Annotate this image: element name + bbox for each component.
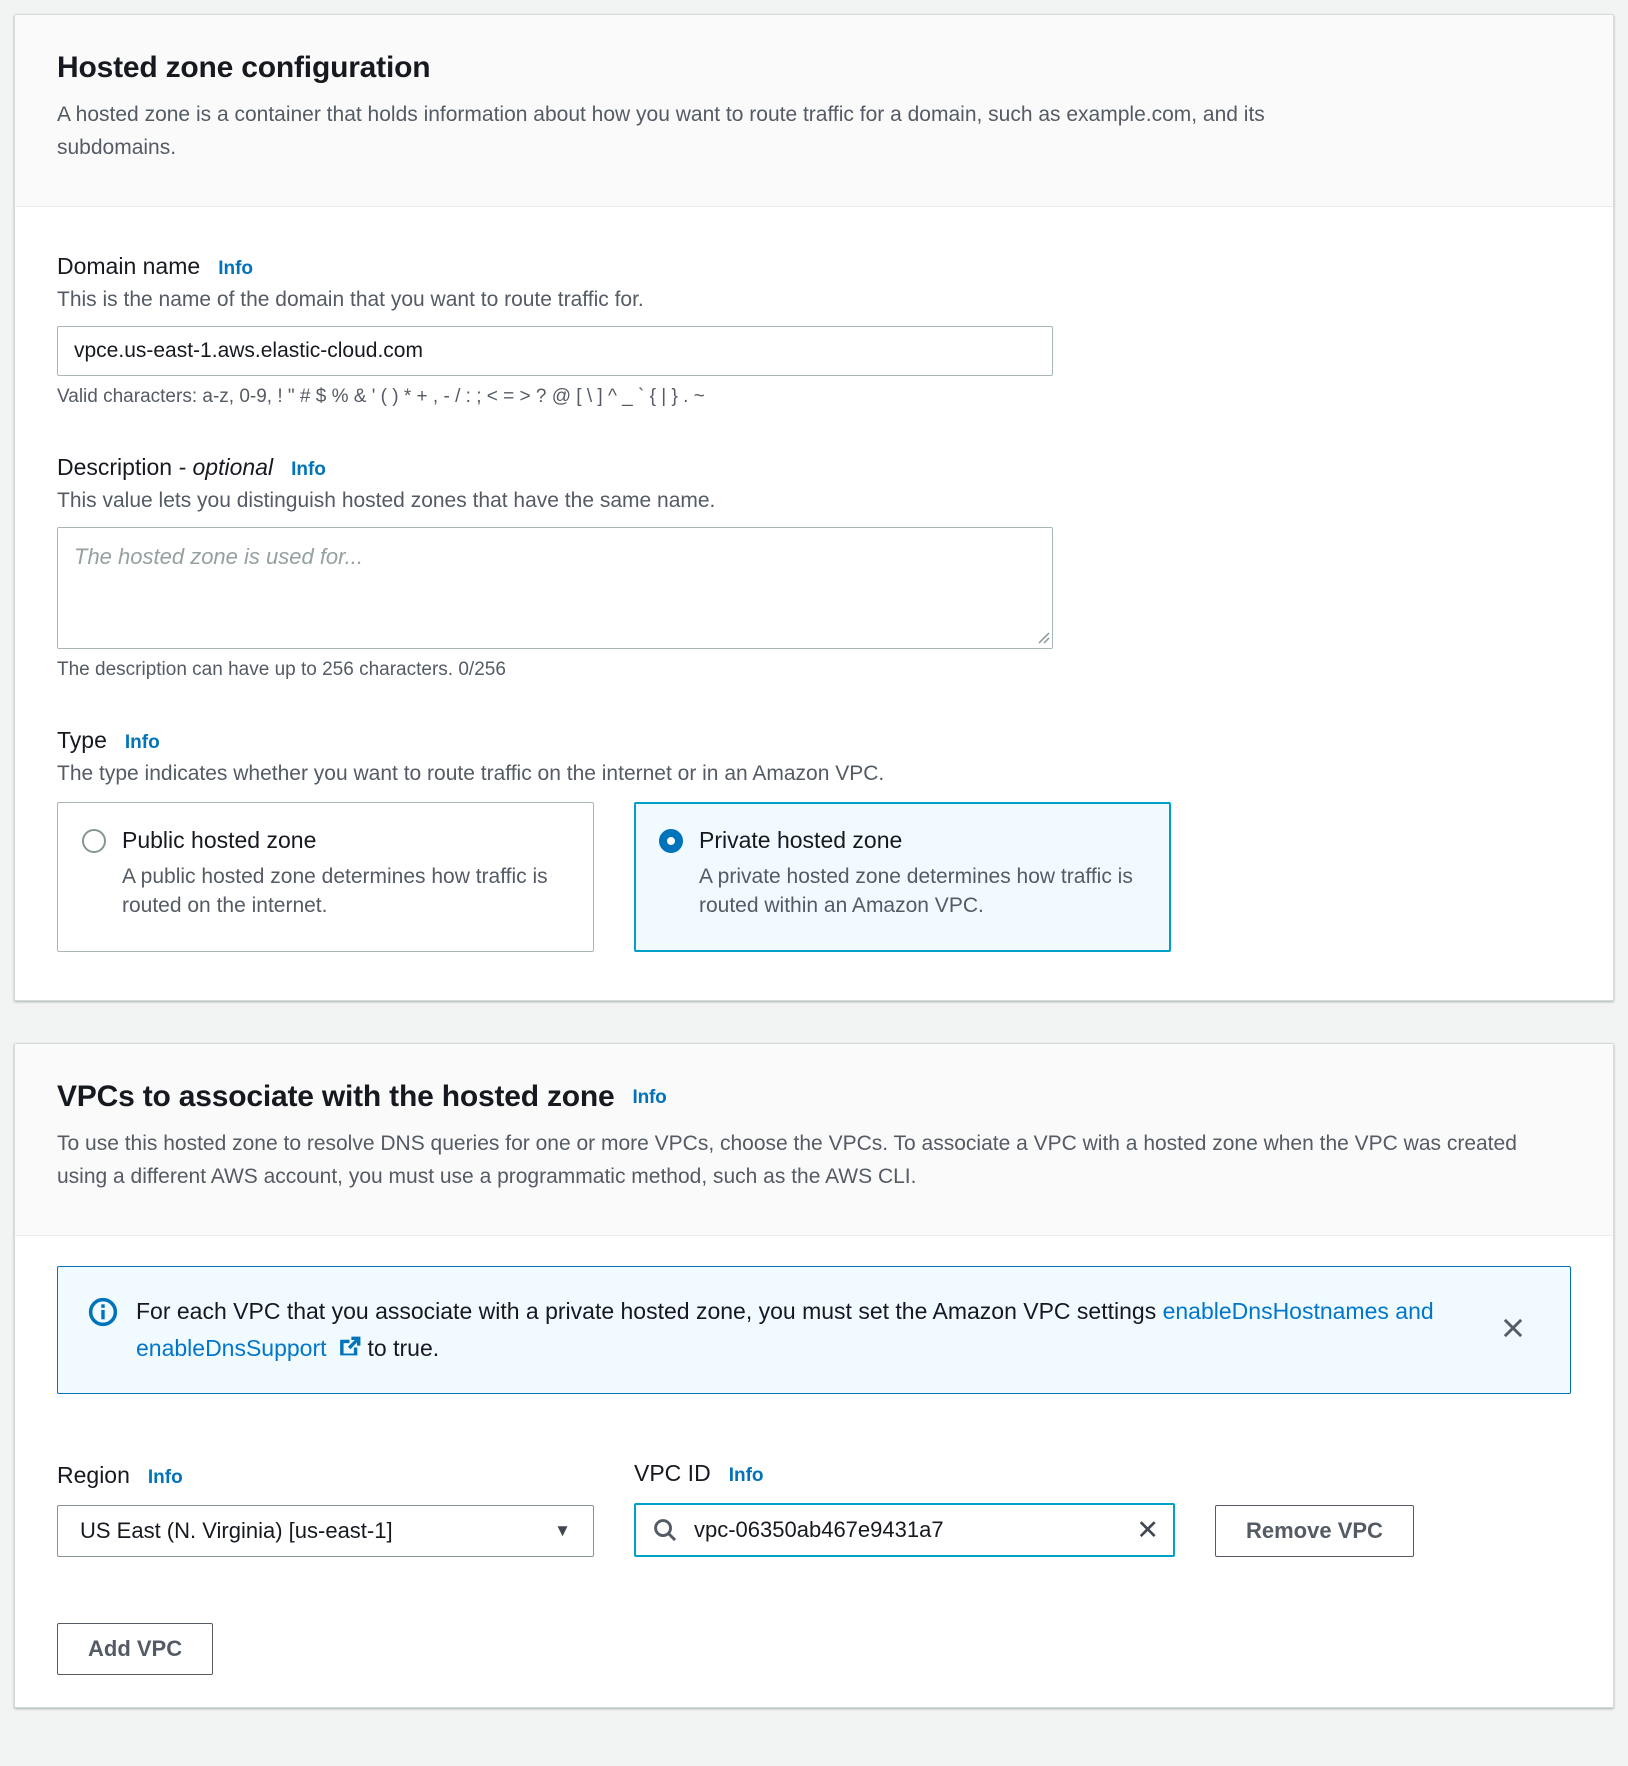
- private-hosted-zone-radio[interactable]: [659, 829, 683, 853]
- alert-text-after-link: to true.: [367, 1334, 440, 1361]
- enable-dns-link[interactable]: enableDnsHostnames and enableDnsSupport: [136, 1298, 1434, 1361]
- close-icon: [1500, 1315, 1526, 1341]
- domain-name-info-link[interactable]: Info: [218, 258, 254, 280]
- private-hosted-zone-title: Private hosted zone: [699, 827, 903, 854]
- vpcs-card-content: [15, 1236, 1613, 1707]
- type-label: Type: [57, 727, 107, 754]
- vpcs-info-link[interactable]: Info: [632, 1087, 667, 1109]
- domain-name-field: [57, 253, 1571, 408]
- type-radio-group: [57, 802, 1571, 952]
- info-circle-icon: [88, 1297, 118, 1327]
- description-info-link[interactable]: Info: [291, 459, 326, 481]
- type-info-link[interactable]: Info: [124, 732, 160, 754]
- vpcs-card-description: To use this hosted zone to resolve DNS queries for one or more VPCs, choose the VPCs. To associate a VPC with a hosted zone when the VPC was created using a different AWS account, you must use a programmatic method, such as the AWS CLI.: [57, 1132, 1517, 1188]
- hosted-zone-card-header: [15, 15, 1613, 207]
- domain-name-constraint: Valid characters: a-z, 0-9, ! " # $ % & ' ( ) * + , - / : ; < = > ? @ [ \ ] ^ _ ` { | } . ~: [57, 386, 705, 408]
- vpc-settings-info-alert: [57, 1266, 1571, 1394]
- vpcs-card-header: [15, 1044, 1613, 1236]
- description-constraint: The description can have up to 256 characters. 0/256: [57, 659, 506, 681]
- hosted-zone-card-title: Hosted zone configuration: [57, 51, 431, 84]
- region-selected-value: US East (N. Virginia) [us-east-1]: [80, 1517, 393, 1543]
- vpc-association-row: [57, 1460, 1571, 1557]
- public-hosted-zone-description: A public hosted zone determines how traffic is routed on the internet.: [122, 865, 548, 918]
- add-vpc-button[interactable]: Add VPC: [57, 1623, 213, 1675]
- hosted-zone-card-content: [15, 207, 1613, 1000]
- description-textarea[interactable]: [57, 527, 1053, 649]
- domain-name-input[interactable]: [57, 326, 1053, 376]
- public-hosted-zone-radio[interactable]: [82, 829, 106, 853]
- hosted-zone-card-description: A hosted zone is a container that holds information about how you want to route traffic for a domain, such as example.com, and its subdomains.: [57, 103, 1265, 159]
- vpc-id-label: VPC ID: [634, 1459, 711, 1486]
- region-label: Region: [57, 1461, 130, 1488]
- description-label: Description - optional: [57, 454, 274, 481]
- external-link-icon[interactable]: [337, 1335, 362, 1360]
- vpc-id-input[interactable]: [634, 1503, 1175, 1557]
- alert-text-before-link: For each VPC that you associate with a private hosted zone, you must set the Amazon VPC settings: [136, 1298, 1157, 1325]
- private-hosted-zone-description: A private hosted zone determines how traffic is routed within an Amazon VPC.: [699, 865, 1133, 918]
- alert-message: [136, 1293, 1476, 1367]
- description-hint: This value lets you distinguish hosted zones that have the same name.: [57, 489, 716, 513]
- type-hint: The type indicates whether you want to route traffic on the internet or in an Amazon VPC.: [57, 762, 885, 786]
- vpc-id-info-link[interactable]: Info: [728, 1464, 764, 1486]
- region-select[interactable]: [57, 1505, 594, 1557]
- vpcs-associate-card: [14, 1043, 1614, 1708]
- public-hosted-zone-title: Public hosted zone: [122, 827, 317, 854]
- chevron-down-icon: ▼: [554, 1520, 571, 1540]
- vpc-id-column: [634, 1460, 1175, 1557]
- description-optional-suffix: - optional: [172, 454, 274, 481]
- vpcs-card-title: VPCs to associate with the hosted zone Info: [57, 1080, 667, 1114]
- region-info-link[interactable]: Info: [147, 1466, 183, 1488]
- alert-close-button[interactable]: [1496, 1311, 1530, 1345]
- domain-name-label: Domain name: [57, 253, 201, 280]
- public-hosted-zone-tile[interactable]: [57, 802, 594, 952]
- domain-name-hint: This is the name of the domain that you want to route traffic for.: [57, 288, 644, 312]
- private-hosted-zone-tile[interactable]: [634, 802, 1171, 952]
- region-column: [57, 1462, 594, 1557]
- type-field: [57, 727, 1571, 952]
- hosted-zone-configuration-card: [14, 14, 1614, 1001]
- remove-vpc-button[interactable]: Remove VPC: [1215, 1505, 1414, 1557]
- clear-vpc-id-icon[interactable]: ✕: [1132, 1511, 1163, 1550]
- description-field: [57, 454, 1571, 681]
